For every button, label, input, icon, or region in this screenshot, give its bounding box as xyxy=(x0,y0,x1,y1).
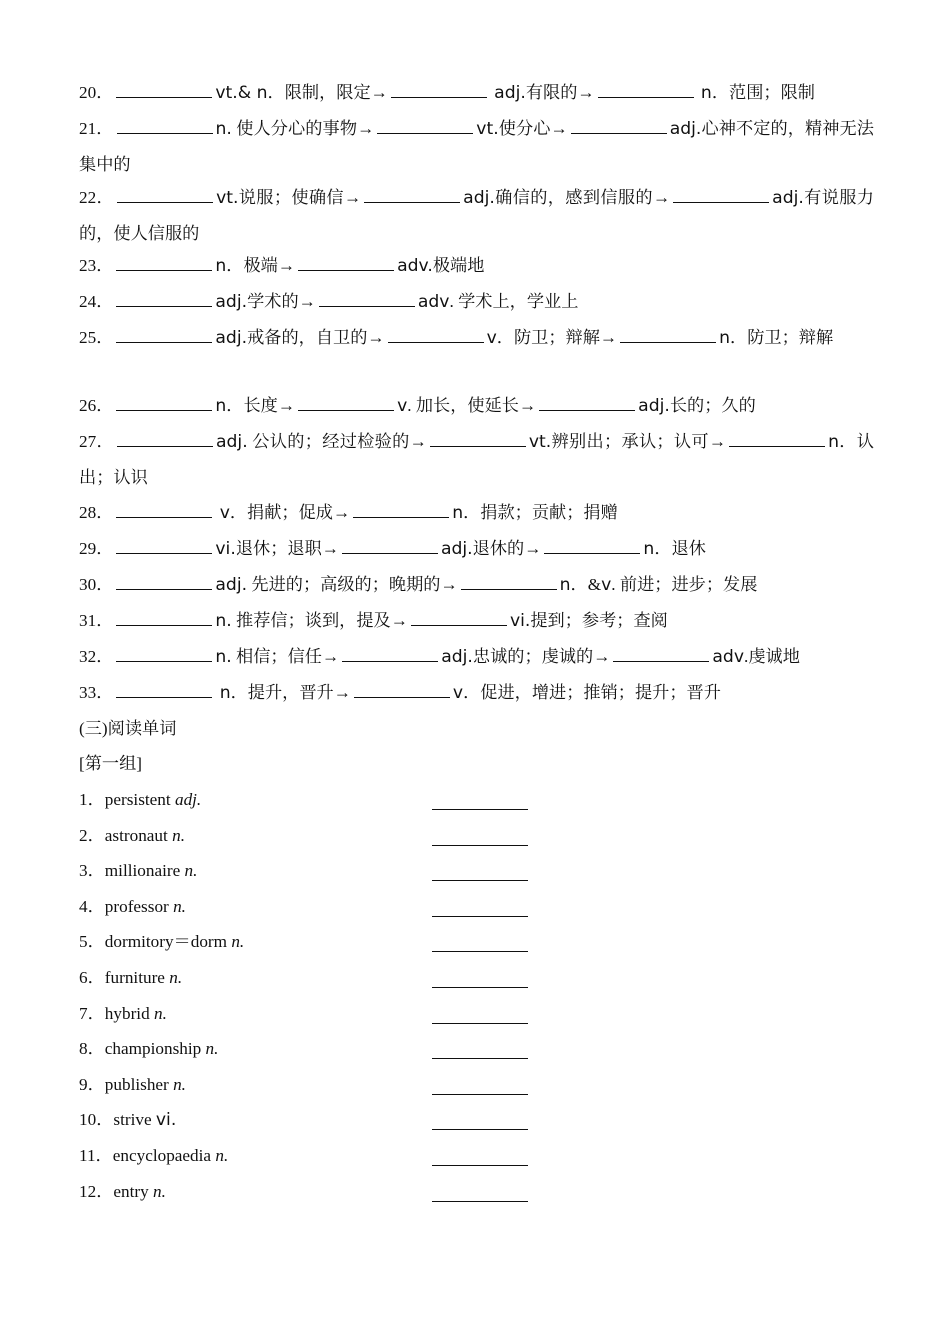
answer-blank[interactable] xyxy=(116,646,212,662)
pos-label: adj. xyxy=(441,647,473,667)
vocab-item-33 xyxy=(79,675,874,711)
vocab-item-20 xyxy=(79,75,874,111)
item-number: 23． xyxy=(79,256,114,275)
pos-label: adv xyxy=(712,647,745,667)
definition: . 加长，使延长→ xyxy=(407,396,537,415)
reading-word-item xyxy=(79,1174,166,1209)
answer-blank[interactable] xyxy=(539,395,635,411)
english-word: championship xyxy=(104,1039,206,1058)
english-word: furniture xyxy=(104,968,170,987)
pos-label: adj. xyxy=(174,790,202,809)
item-number: 21． xyxy=(79,119,114,138)
pos-label: n xyxy=(719,328,730,348)
definition: 先进的；高级的；晚期的→ xyxy=(247,575,458,594)
definition: ．防卫；辩解 xyxy=(730,328,834,347)
vocab-item-28 xyxy=(79,495,874,531)
definition: 有说服力的，使人信服的 xyxy=(79,188,874,243)
item-number: 7． xyxy=(79,1004,105,1023)
vocab-item-32 xyxy=(79,639,874,675)
pos-label: n. xyxy=(215,119,232,139)
answer-blank[interactable] xyxy=(116,682,212,698)
definition: ．极端→ xyxy=(226,256,296,275)
pos-label: adv xyxy=(417,292,450,312)
pos-label: n xyxy=(828,432,839,452)
pos-label: n. xyxy=(215,611,232,631)
definition: 长的；久的 xyxy=(669,396,756,415)
pos-label: n. xyxy=(172,826,185,845)
pos-label: adj. xyxy=(215,328,248,348)
pos-label: n. xyxy=(231,932,245,951)
answer-blank[interactable] xyxy=(354,682,450,698)
answer-blank[interactable] xyxy=(377,118,473,134)
item-number: 9． xyxy=(79,1075,105,1094)
answer-blank[interactable] xyxy=(116,327,212,343)
definition: .虔诚地 xyxy=(744,647,800,666)
definition: ．& xyxy=(570,575,602,594)
reading-word-item xyxy=(79,889,186,924)
section-heading: (三)阅读单词 xyxy=(79,719,177,738)
definition: ．限制，限定→ xyxy=(267,83,388,102)
answer-blank[interactable] xyxy=(116,395,212,411)
answer-blank[interactable] xyxy=(319,291,415,307)
item-number: 6． xyxy=(79,968,105,987)
definition: ．认出；认识 xyxy=(79,432,874,487)
english-word: persistent xyxy=(104,790,175,809)
answer-blank[interactable] xyxy=(461,574,557,590)
vocab-item-29 xyxy=(79,531,874,567)
answer-blank[interactable] xyxy=(432,794,528,810)
pos-label: n. xyxy=(153,1004,167,1023)
vocab-item-22 xyxy=(79,180,874,251)
pos-label: n xyxy=(452,503,464,523)
pos-label: n. xyxy=(153,1182,166,1201)
reading-word-item xyxy=(79,818,185,853)
answer-blank[interactable] xyxy=(117,187,213,203)
answer-blank[interactable] xyxy=(432,1186,528,1202)
vocab-item-21 xyxy=(79,111,874,182)
definition: ．长度→ xyxy=(226,396,296,415)
answer-blank[interactable] xyxy=(432,972,528,988)
answer-blank[interactable] xyxy=(613,646,709,662)
answer-blank[interactable] xyxy=(432,936,528,952)
definition: 使分心→ xyxy=(498,119,568,138)
vocab-item-25 xyxy=(79,320,874,356)
definition: 推荐信；谈到，提及→ xyxy=(231,611,408,630)
item-number: 12． xyxy=(79,1182,114,1201)
definition: 公认的；经过检验的→ xyxy=(247,432,427,451)
pos-label: adj. xyxy=(638,396,670,416)
definition: . 前进；进步；发展 xyxy=(611,575,758,594)
pos-label: vi. xyxy=(509,611,531,631)
definition: ．防卫；辩解→ xyxy=(496,328,618,347)
answer-blank[interactable] xyxy=(432,865,528,881)
item-number: 5． xyxy=(79,932,105,951)
answer-blank[interactable] xyxy=(432,1114,528,1130)
pos-label: adj. xyxy=(215,575,248,595)
item-number: 1． xyxy=(79,790,105,809)
reading-word-item xyxy=(79,1067,186,1102)
pos-label: v xyxy=(601,575,612,595)
answer-blank[interactable] xyxy=(571,118,667,134)
item-number: 26． xyxy=(79,396,114,415)
definition: 心神不定的，精神无法集中的 xyxy=(79,119,874,174)
pos-label: n. xyxy=(173,1075,186,1094)
item-number: 27． xyxy=(79,432,114,451)
pos-label: adj. xyxy=(215,292,248,312)
answer-blank[interactable] xyxy=(432,901,528,917)
pos-label: vt.& n xyxy=(215,83,268,103)
definition: 相信；信任→ xyxy=(231,647,340,666)
answer-blank[interactable] xyxy=(430,431,526,447)
english-word: millionaire xyxy=(104,861,185,880)
answer-blank[interactable] xyxy=(364,187,460,203)
english-word: dormitory＝dorm xyxy=(104,932,232,951)
pos-label: n xyxy=(219,683,231,703)
pos-label: n. xyxy=(184,861,198,880)
definition: 极端地 xyxy=(432,256,485,275)
pos-label: adj. xyxy=(215,432,248,452)
item-number: 10． xyxy=(79,1110,114,1129)
definition: ．捐款；贡献；捐赠 xyxy=(463,503,618,522)
definition: 有限的→ xyxy=(525,83,595,102)
item-number: 22． xyxy=(79,188,115,207)
answer-blank[interactable] xyxy=(729,431,825,447)
item-number: 24． xyxy=(79,292,114,311)
reading-word-item xyxy=(79,960,182,995)
pos-label: vt. xyxy=(216,188,239,208)
pos-label: adj. xyxy=(669,119,702,139)
answer-blank[interactable] xyxy=(116,538,212,554)
item-number: 2． xyxy=(79,826,105,845)
answer-blank[interactable] xyxy=(598,82,694,98)
definition: 使人分心的事物→ xyxy=(236,119,375,138)
english-word: encyclopaedia xyxy=(112,1146,216,1165)
pos-label: vt. xyxy=(528,432,552,452)
pos-label: adj. xyxy=(463,188,495,208)
definition: 学术的→ xyxy=(247,292,316,311)
item-number: 29． xyxy=(79,539,114,558)
definition: 确信的，感到信服的→ xyxy=(494,188,671,207)
vocab-item-30 xyxy=(79,567,874,603)
pos-label: n xyxy=(215,396,227,416)
definition: 辨别出；承认；认可→ xyxy=(551,432,727,451)
answer-blank[interactable] xyxy=(432,1150,528,1166)
answer-blank[interactable] xyxy=(342,538,438,554)
answer-blank[interactable] xyxy=(117,431,213,447)
answer-blank[interactable] xyxy=(116,610,212,626)
pos-label: vt. xyxy=(476,119,499,139)
vocab-item-24 xyxy=(79,284,874,320)
definition: ．范围；限制 xyxy=(711,83,815,102)
answer-blank[interactable] xyxy=(116,82,212,98)
item-number: 33． xyxy=(79,683,114,702)
pos-label: n. xyxy=(173,897,186,916)
reading-word-item xyxy=(79,782,201,817)
pos-label: n xyxy=(559,575,571,595)
answer-blank[interactable] xyxy=(353,502,449,518)
item-number: 28． xyxy=(79,503,114,522)
pos-label: adj. xyxy=(440,539,473,559)
pos-label: n. xyxy=(215,647,232,667)
definition: ．捐献；促成→ xyxy=(229,503,351,522)
answer-blank[interactable] xyxy=(432,830,528,846)
vocab-item-31 xyxy=(79,603,874,639)
pos-label: n. xyxy=(169,968,183,987)
definition: ．退休 xyxy=(654,539,706,558)
english-word: publisher xyxy=(104,1075,174,1094)
reading-word-item xyxy=(79,1102,176,1138)
answer-blank[interactable] xyxy=(432,1043,528,1059)
answer-blank[interactable] xyxy=(411,610,507,626)
definition: 说服；使确信→ xyxy=(238,188,362,207)
reading-word-item xyxy=(79,1031,218,1066)
answer-blank[interactable] xyxy=(116,502,212,518)
pos-label: vi. xyxy=(155,1110,177,1130)
item-number: 25． xyxy=(79,328,114,347)
pos-label: v xyxy=(219,503,230,523)
group-label: [第一组] xyxy=(79,754,143,773)
pos-label: adj. xyxy=(772,188,804,208)
item-number: 3． xyxy=(79,861,105,880)
reading-word-item xyxy=(79,996,167,1031)
vocab-item-27 xyxy=(79,424,874,495)
item-number: 4． xyxy=(79,897,105,916)
reading-word-item xyxy=(79,1138,228,1173)
definition: 戒备的，自卫的→ xyxy=(247,328,385,347)
pos-label: v xyxy=(452,683,464,703)
definition: 退休；退职→ xyxy=(235,539,339,558)
vocab-item-26 xyxy=(79,388,874,424)
answer-blank[interactable] xyxy=(116,574,212,590)
definition: 退休的→ xyxy=(472,539,542,558)
definition: 提到；参考；查阅 xyxy=(530,611,668,630)
pos-label: n xyxy=(643,539,655,559)
item-number: 31． xyxy=(79,611,114,630)
definition: . 学术上，学业上 xyxy=(449,292,579,311)
answer-blank[interactable] xyxy=(432,1079,528,1095)
item-number: 32． xyxy=(79,647,114,666)
pos-label: v xyxy=(486,328,497,348)
pos-label: adv. xyxy=(397,256,433,276)
pos-label: vi. xyxy=(215,539,236,559)
english-word: strive xyxy=(113,1110,156,1129)
pos-label: n xyxy=(215,256,227,276)
pos-label: n. xyxy=(205,1039,219,1058)
answer-blank[interactable] xyxy=(116,255,212,271)
answer-blank[interactable] xyxy=(116,291,212,307)
answer-blank[interactable] xyxy=(298,255,394,271)
english-word: astronaut xyxy=(104,826,173,845)
item-number: 20． xyxy=(79,83,114,102)
pos-label: v xyxy=(397,396,408,416)
item-number: 8． xyxy=(79,1039,105,1058)
pos-label: adj. xyxy=(494,83,526,103)
english-word: professor xyxy=(104,897,174,916)
vocab-item-23 xyxy=(79,248,874,284)
answer-blank[interactable] xyxy=(620,327,716,343)
pos-label: n xyxy=(700,83,712,103)
answer-blank[interactable] xyxy=(298,395,394,411)
answer-blank[interactable] xyxy=(391,82,487,98)
answer-blank[interactable] xyxy=(388,327,484,343)
english-word: entry xyxy=(113,1182,154,1201)
reading-word-item xyxy=(79,853,197,888)
definition: 忠诚的；虔诚的→ xyxy=(472,647,611,666)
answer-blank[interactable] xyxy=(544,538,640,554)
answer-blank[interactable] xyxy=(342,646,438,662)
item-number: 30． xyxy=(79,575,114,594)
definition: ．提升，晋升→ xyxy=(230,683,351,702)
definition: ．促进，增进；推销；提升；晋升 xyxy=(463,683,721,702)
reading-word-item xyxy=(79,924,244,959)
answer-blank[interactable] xyxy=(117,118,213,134)
english-word: hybrid xyxy=(104,1004,154,1023)
answer-blank[interactable] xyxy=(432,1008,528,1024)
answer-blank[interactable] xyxy=(673,187,769,203)
item-number: 11． xyxy=(79,1146,113,1165)
pos-label: n. xyxy=(215,1146,229,1165)
